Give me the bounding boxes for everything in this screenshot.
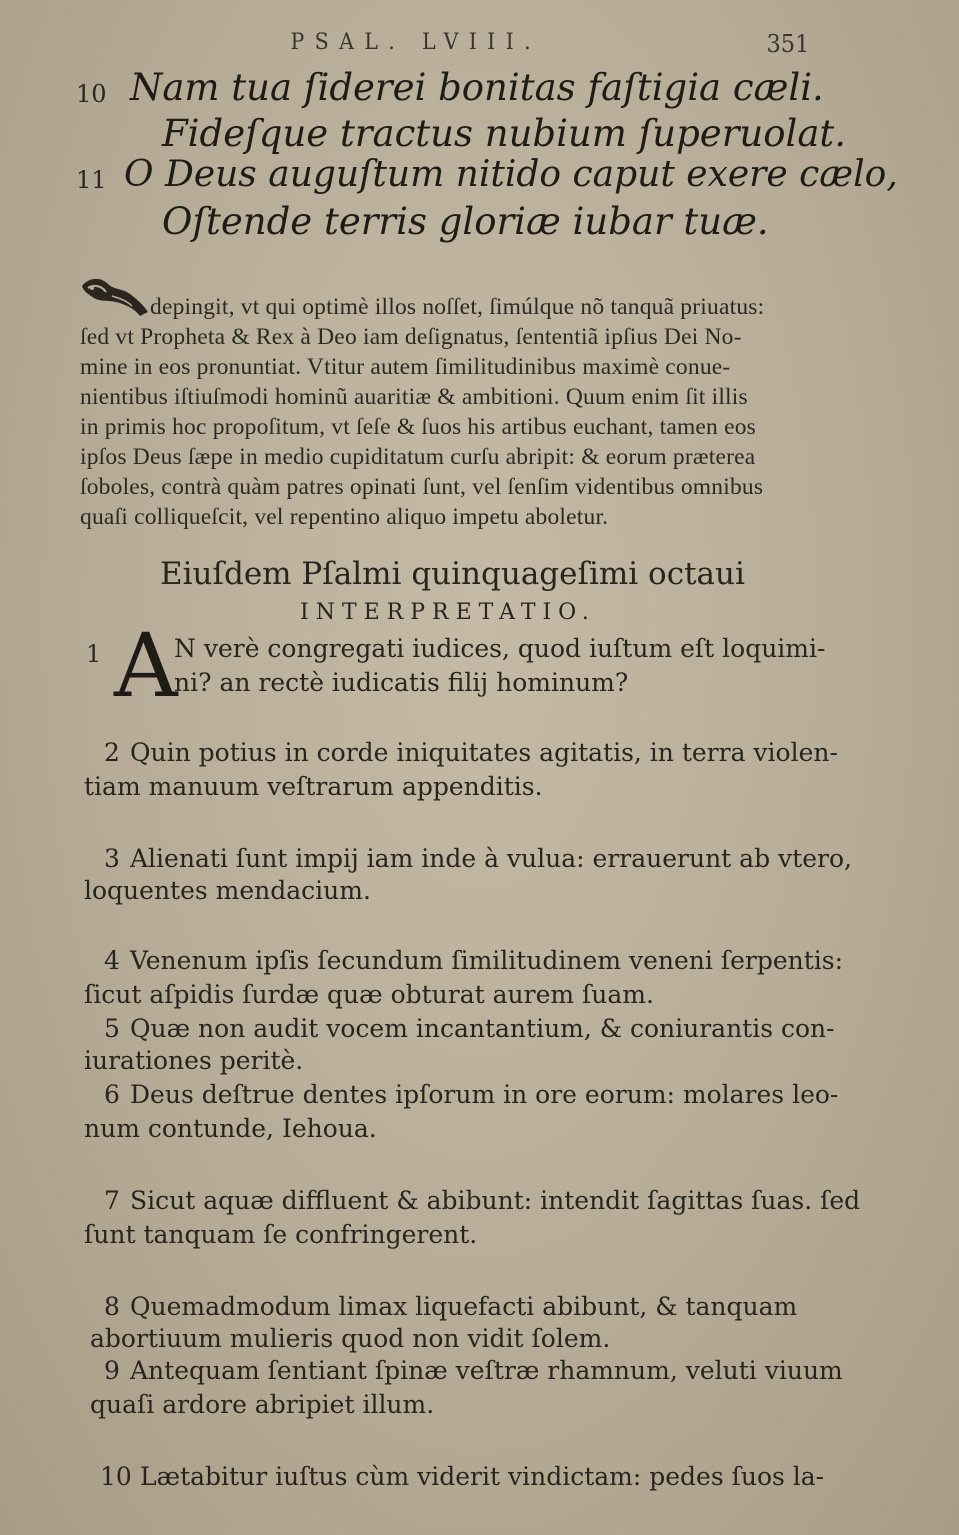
verse-line: Quæ non audit vocem incantantium, & coniurantis con- [130, 1014, 835, 1043]
section-title: Eiuſdem Pſalmi quinquageſimi octaui [160, 556, 745, 592]
verse-line: ni? an rectè iudicatis filij hominum? [174, 668, 629, 697]
verse-line: tiam manuum veſtrarum appenditis. [84, 772, 543, 801]
verse-line: num contunde, Iehoua. [84, 1114, 377, 1143]
commentary-line: mine in eos pronuntiat. Vtitur autem ſimilitudinibus maximè conue- [80, 354, 731, 380]
verse-number: 6 [104, 1080, 120, 1109]
verse-line: ſicut aſpidis ſurdæ quæ obturat aurem ſuam. [84, 980, 654, 1009]
verse-number: 10 [100, 1462, 132, 1491]
ornamental-initial-icon [78, 276, 150, 320]
verse-line: Antequam ſentiant ſpinæ veſtræ rhamnum, veluti viuum [130, 1356, 843, 1385]
verse-number: 4 [104, 946, 120, 975]
verse-number: 11 [76, 166, 107, 194]
verse-line: Alienati ſunt impij iam inde à vulua: errauerunt ab vtero, [130, 844, 852, 873]
page-number: 351 [766, 30, 810, 58]
drop-cap: A [114, 614, 178, 717]
commentary-line: ipſos Deus ſæpe in medio cupiditatum curſu abripit: & eorum præterea [80, 444, 756, 470]
page-header [0, 30, 899, 60]
section-subtitle: INTERPRETATIO. [300, 600, 596, 625]
verse-number: 8 [104, 1292, 120, 1321]
verse-line: Nam tua ſiderei bonitas faſtigia cæli. [130, 66, 824, 109]
verse-number: 10 [76, 80, 107, 108]
verse-line: Oſtende terris gloriæ iubar tuæ. [162, 200, 769, 243]
verse-number: 9 [104, 1356, 120, 1385]
verse-line: iurationes peritè. [84, 1046, 304, 1075]
verse-line: Fideſque tractus nubium ſuperuolat. [162, 112, 847, 155]
verse-line: quaſi ardore abripiet illum. [90, 1390, 435, 1419]
verse-number: 5 [104, 1014, 120, 1043]
verse-line: abortiuum mulieris quod non vidit ſolem. [90, 1324, 611, 1353]
verse-number: 2 [104, 738, 120, 767]
commentary-line: depingit, vt qui optimè illos noſſet, ſimúlque nõ tanquã priuatus: [150, 294, 765, 320]
verse-number: 7 [104, 1186, 120, 1215]
commentary-line: ſoboles, contrà quàm patres opinati ſunt, vel ſenſim videntibus omnibus [80, 474, 764, 500]
verse-line: loquentes mendacium. [84, 876, 371, 905]
verse-number: 3 [104, 844, 120, 873]
verse-line: Quemadmodum limax liquefacti abibunt, & tanquam [130, 1292, 798, 1321]
running-head: PSAL. LVIII. [290, 30, 541, 55]
commentary-line: nientibus iſtiuſmodi hominũ auaritiæ & ambitioni. Quum enim ſit illis [80, 384, 748, 410]
verse-line: ſunt tanquam ſe confringerent. [84, 1220, 478, 1249]
verse-number: 1 [86, 640, 102, 668]
verse-line: O Deus auguſtum nitido caput exere cælo, [124, 154, 898, 195]
verse-line: Sicut aquæ diffluent & abibunt: intendit ſagittas ſuas. ſed [130, 1186, 861, 1215]
verse-line: Venenum ipſis ſecundum ſimilitudinem veneni ſerpentis: [130, 946, 844, 975]
verse-line: Quin potius in corde iniquitates agitatis, in terra violen- [130, 738, 838, 767]
commentary-line: in primis hoc propoſitum, vt ſeſe & ſuos his artibus euchant, tamen eos [80, 414, 757, 440]
commentary-line: quaſi colliqueſcit, vel repentino aliquo impetu aboletur. [80, 504, 609, 530]
verse-line: N verè congregati iudices, quod iuſtum eſt loquimi- [174, 634, 826, 663]
verse-line: Deus deſtrue dentes ipſorum in ore eorum: molares leo- [130, 1080, 839, 1109]
commentary-line: ſed vt Propheta & Rex à Deo iam deſignatus, ſententiã ipſius Dei No- [80, 324, 742, 350]
verse-line: Lætabitur iuſtus cùm viderit vindictam: pedes ſuos la- [140, 1462, 825, 1491]
